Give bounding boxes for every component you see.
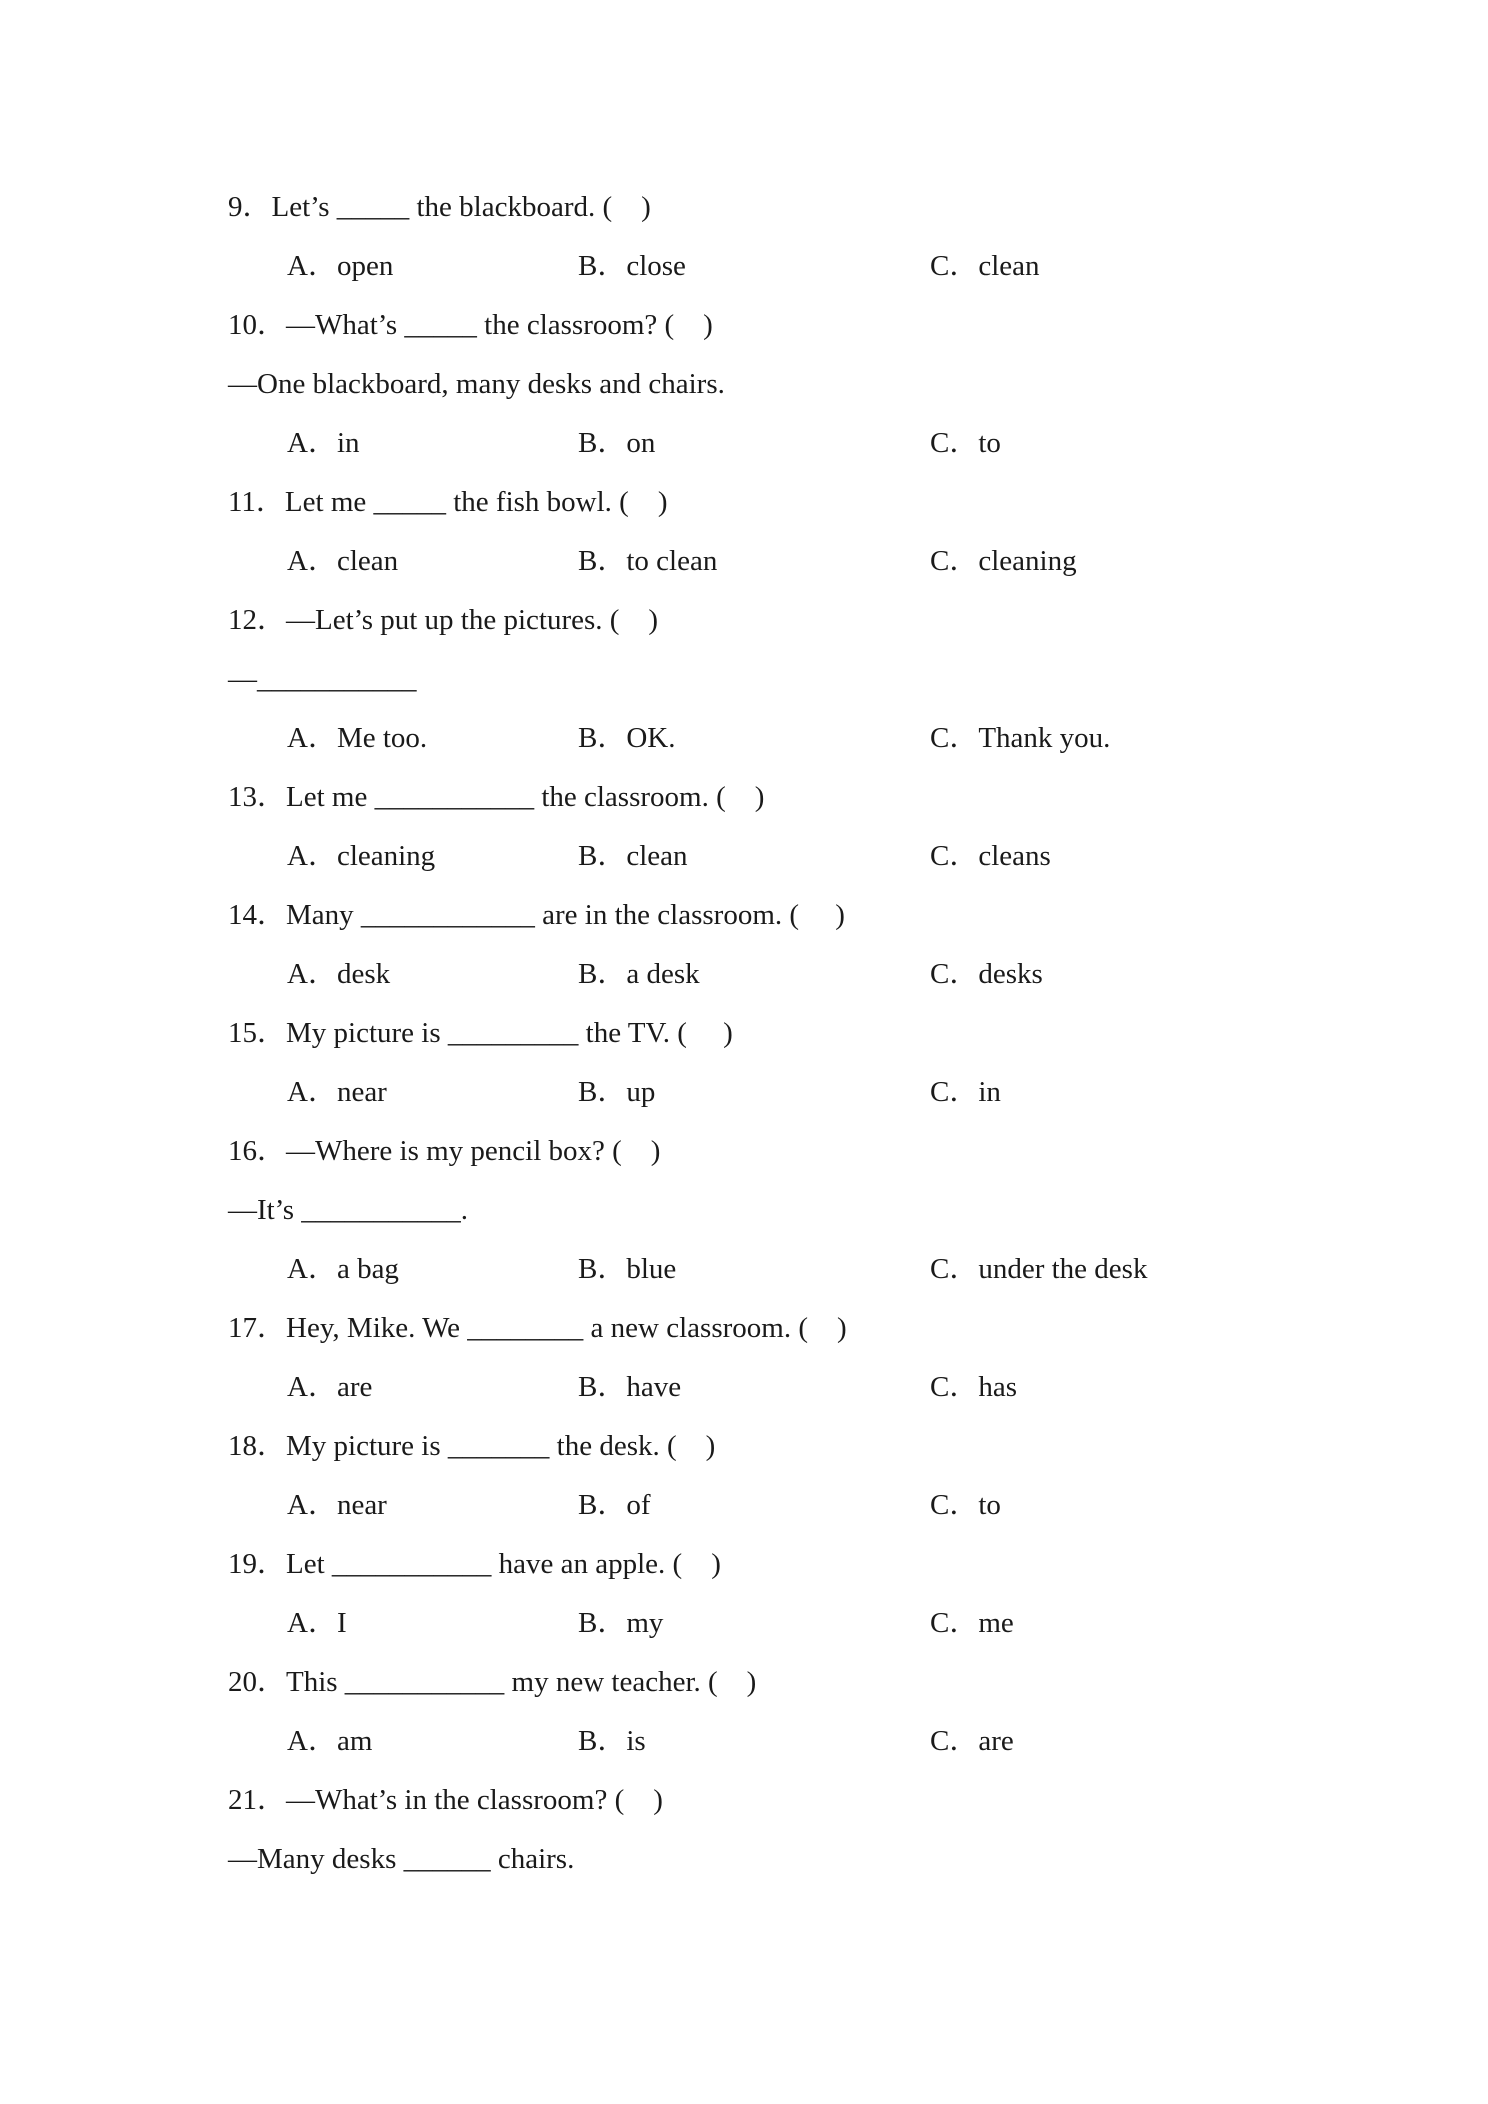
option-c: C．cleans [930,840,1051,872]
question-stem: 11．Let me _____ the fish bowl. ( ) [228,486,668,518]
option-b: B．my [578,1607,664,1639]
question-stem: 18．My picture is _______ the desk. ( ) [228,1430,716,1462]
question-stem: 21．—What’s in the classroom? ( ) [228,1784,663,1816]
question-stem: 12．—Let’s put up the pictures. ( ) [228,604,659,636]
option-b: B．to clean [578,545,718,577]
question-stem: 20．This ___________ my new teacher. ( ) [228,1666,757,1698]
question-stem: 14．Many ____________ are in the classroom. ( ) [228,899,845,931]
question-stem: 19．Let ___________ have an apple. ( ) [228,1548,721,1580]
question-stem: 16．—Where is my pencil box? ( ) [228,1135,661,1167]
option-c: C．cleaning [930,545,1077,577]
option-c: C．under the desk [930,1253,1148,1285]
answer-options [0,532,1488,591]
question-stem: 10．—What’s _____ the classroom? ( ) [228,309,713,341]
option-c: C．has [930,1371,1018,1403]
answer-options [0,414,1488,473]
option-a: A．in [287,427,360,459]
option-c: C．clean [930,250,1040,282]
dialogue-response: —It’s ___________. [228,1194,469,1226]
option-c: C．in [930,1076,1001,1108]
option-b: B．OK. [578,722,676,754]
option-b: B．clean [578,840,688,872]
option-b: B．blue [578,1253,677,1285]
answer-options [0,827,1488,886]
option-b: B．up [578,1076,656,1108]
option-a: A．Me too. [287,722,428,754]
dialogue-response: —One blackboard, many desks and chairs. [228,368,725,400]
option-c: C．to [930,1489,1001,1521]
option-c: C．desks [930,958,1043,990]
option-a: A．clean [287,545,399,577]
answer-options [0,945,1488,1004]
option-c: C．to [930,427,1001,459]
dialogue-response: —___________ [228,663,417,695]
answer-options [0,1358,1488,1417]
option-a: A．open [287,250,394,282]
answer-options [0,1063,1488,1122]
dialogue-response: —Many desks ______ chairs. [228,1843,575,1875]
question-stem: 13．Let me ___________ the classroom. ( ) [228,781,765,813]
option-c: C．me [930,1607,1014,1639]
option-c: C．are [930,1725,1014,1757]
option-c: C．Thank you. [930,722,1111,754]
option-b: B．is [578,1725,646,1757]
option-a: A．am [287,1725,373,1757]
option-a: A．cleaning [287,840,436,872]
answer-options [0,1594,1488,1653]
question-stem: 9．Let’s _____ the blackboard. ( ) [228,191,651,223]
answer-options [0,1240,1488,1299]
option-a: A．I [287,1607,347,1639]
answer-options [0,709,1488,768]
question-stem: 17．Hey, Mike. We ________ a new classroom. ( ) [228,1312,847,1344]
option-a: A．desk [287,958,391,990]
answer-options [0,1712,1488,1771]
option-b: B．have [578,1371,682,1403]
option-b: B．of [578,1489,651,1521]
question-stem: 15．My picture is _________ the TV. ( ) [228,1017,733,1049]
option-b: B．on [578,427,656,459]
option-a: A．a bag [287,1253,399,1285]
answer-options [0,1476,1488,1535]
option-b: B．close [578,250,686,282]
option-b: B．a desk [578,958,700,990]
option-a: A．near [287,1076,387,1108]
option-a: A．near [287,1489,387,1521]
option-a: A．are [287,1371,373,1403]
exercise-sheet [0,178,1488,1889]
answer-options [0,237,1488,296]
